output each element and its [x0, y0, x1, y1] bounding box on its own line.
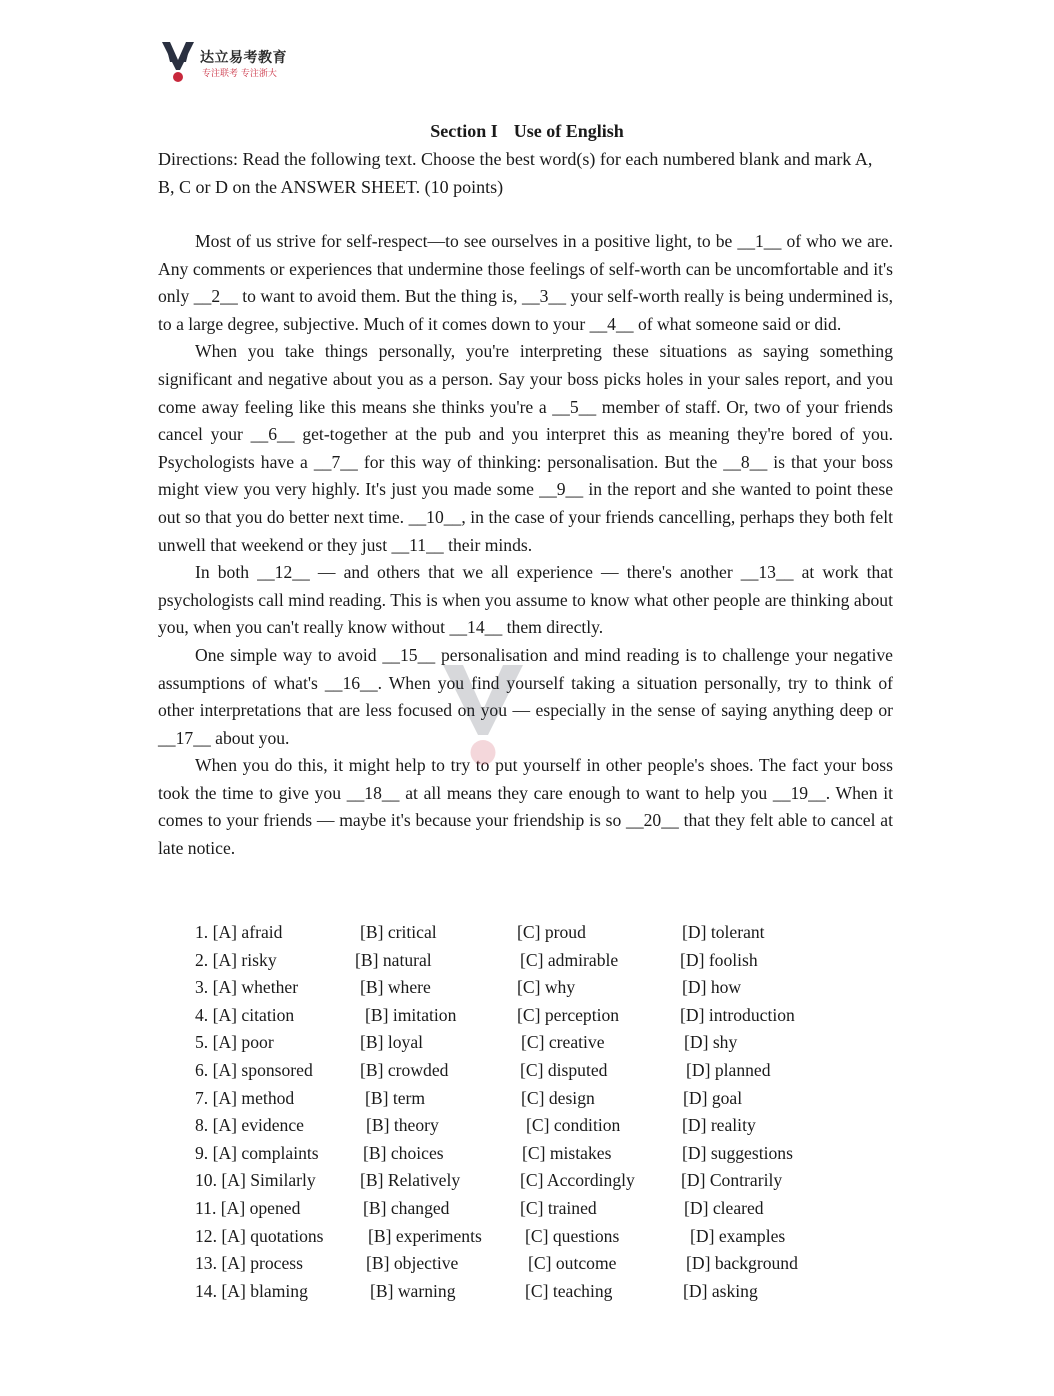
option-b: [B] loyal — [360, 1032, 424, 1053]
option-b: [B] imitation — [365, 1004, 457, 1025]
option-d: [D] goal — [683, 1087, 743, 1108]
company-logo — [160, 40, 300, 84]
paragraph-4: One simple way to avoid __15__ personalisation and mind reading is to challenge your negative assumptions of what's __16__. When you find yourself taking a situation personally, try to think of other interpretations that are less focused on you — especially in the sense of saying anything deep or __17__ about you. — [158, 644, 893, 748]
option-d: [D] planned — [686, 1059, 771, 1080]
option-b: [B] choices — [363, 1142, 444, 1163]
watermark-logo-icon — [438, 660, 528, 770]
option-a: 13. [A] process — [195, 1253, 303, 1274]
option-c: [C] questions — [525, 1225, 620, 1246]
paragraph-1: Most of us strive for self-respect—to see ourselves in a positive light, to be __1__ of who we are. Any comments or experiences that undermine those feelings of self-worth can be uncomfortable and it's only __2__ to want to avoid them. But the thing is, __3__ your self-worth really is being undermined is, to a large degree, subjective. Much of it comes down to your __4__ of what someone said or did. — [158, 231, 893, 334]
option-row-1 — [195, 919, 895, 947]
option-b: [B] natural — [355, 949, 432, 970]
directions-line-1: Directions: Read the following text. Choose the best word(s) for each numbered blank and mark A, — [158, 149, 873, 169]
option-b: [B] experiments — [368, 1225, 482, 1246]
section-number: Section I — [430, 121, 498, 141]
option-row-10 — [195, 1167, 895, 1195]
option-a: 1. [A] afraid — [195, 922, 283, 942]
option-row-7 — [195, 1085, 895, 1113]
option-a: 6. [A] sponsored — [195, 1059, 313, 1080]
option-a: 3. [A] whether — [195, 977, 299, 998]
option-d: [D] reality — [682, 1115, 756, 1136]
option-c: [C] proud — [517, 922, 586, 942]
option-b: [B] objective — [366, 1253, 459, 1274]
paragraph-2: When you take things personally, you're interpreting these situations as saying something significant and negative about you as a person. Say your boss picks holes in your sales report, and you come away feeling like this means she thinks you're a __5__ member of staff. Or, two of your friends cancel your __6__ get-together at the pub and you interpret this as meaning they're bored of you. Psychologists have a __7__ for this way of thinking: personalisation. But the __8__ is that your boss might view you very highly. It's just you made some __9__ in the report and she wanted to point these out so that you do better next time. __10__, in the case of your friends cancelling, perhaps they both felt unwell that weekend or they just __11__ their minds. — [158, 341, 893, 555]
option-d: [D] Contrarily — [681, 1170, 783, 1191]
option-d: [D] foolish — [680, 949, 758, 970]
option-row-8 — [195, 1112, 895, 1140]
option-a: 5. [A] poor — [195, 1032, 274, 1053]
option-a: 7. [A] method — [195, 1087, 295, 1108]
option-a: 9. [A] complaints — [195, 1142, 319, 1163]
option-d: [D] cleared — [684, 1197, 764, 1218]
option-a: 10. [A] Similarly — [195, 1170, 316, 1191]
option-a: 14. [A] blaming — [195, 1280, 308, 1301]
option-d: [D] shy — [684, 1032, 738, 1053]
option-a: 12. [A] quotations — [195, 1225, 324, 1246]
option-c: [C] creative — [521, 1032, 605, 1053]
option-d: [D] background — [686, 1253, 798, 1274]
option-c: [C] teaching — [525, 1280, 613, 1301]
option-row-9 — [195, 1140, 895, 1168]
option-d: [D] introduction — [680, 1004, 795, 1025]
option-a: 8. [A] evidence — [195, 1115, 304, 1136]
paragraph-5: When you do this, it might help to try to put yourself in other people's shoes. The fact your boss took the time to give you __18__ at all means they care enough to want to help you __19__. When it comes to your friends — maybe it's because your friendship is so __20__ that they felt able to cancel at late notice. — [158, 755, 893, 859]
option-b: [B] warning — [370, 1280, 456, 1301]
option-c: [C] outcome — [528, 1253, 617, 1274]
option-row-12 — [195, 1223, 895, 1251]
option-c: [C] design — [521, 1087, 595, 1108]
option-d: [D] how — [682, 977, 742, 998]
option-c: [C] mistakes — [522, 1142, 612, 1163]
section-title — [0, 121, 1054, 142]
option-b: [B] critical — [360, 922, 437, 942]
option-a: 4. [A] citation — [195, 1004, 295, 1025]
directions-line-2: B, C or D on the ANSWER SHEET. (10 points) — [158, 177, 504, 197]
option-d: [D] asking — [683, 1280, 758, 1301]
option-c: [C] Accordingly — [520, 1170, 635, 1191]
option-c: [C] admirable — [520, 949, 619, 970]
option-a: 11. [A] opened — [195, 1197, 301, 1218]
option-d: [D] examples — [690, 1225, 786, 1246]
option-c: [C] disputed — [520, 1059, 608, 1080]
option-b: [B] crowded — [360, 1059, 449, 1080]
option-c: [C] trained — [520, 1197, 597, 1218]
option-b: [B] theory — [366, 1115, 439, 1136]
paragraph-3: In both __12__ — and others that we all experience — there's another __13__ at work that psychologists call mind reading. This is when you assume to know what other people are thinking about you, when you can't really know without __14__ them directly. — [158, 562, 893, 638]
logo-slogan: 专注联考 专注浙大 — [202, 69, 277, 79]
section-name: Use of English — [513, 121, 624, 141]
option-row-6 — [195, 1057, 895, 1085]
logo-emblem-icon — [160, 40, 196, 84]
logo-brand-name: 达立易考教育 — [200, 50, 287, 66]
option-row-11 — [195, 1195, 895, 1223]
option-b: [B] where — [360, 977, 431, 998]
option-row-4 — [195, 1002, 895, 1030]
option-row-2 — [195, 947, 895, 975]
option-c: [C] why — [517, 977, 576, 998]
option-row-3 — [195, 974, 895, 1002]
option-row-14 — [195, 1278, 895, 1306]
option-row-13 — [195, 1250, 895, 1278]
option-b: [B] changed — [363, 1197, 450, 1218]
option-b: [B] term — [365, 1087, 426, 1108]
option-row-5 — [195, 1029, 895, 1057]
option-d: [D] suggestions — [682, 1142, 793, 1163]
option-d: [D] tolerant — [682, 922, 765, 942]
answer-options — [195, 919, 895, 1305]
option-c: [C] condition — [526, 1115, 621, 1136]
option-b: [B] Relatively — [360, 1170, 461, 1191]
option-c: [C] perception — [517, 1004, 620, 1025]
option-a: 2. [A] risky — [195, 949, 277, 970]
